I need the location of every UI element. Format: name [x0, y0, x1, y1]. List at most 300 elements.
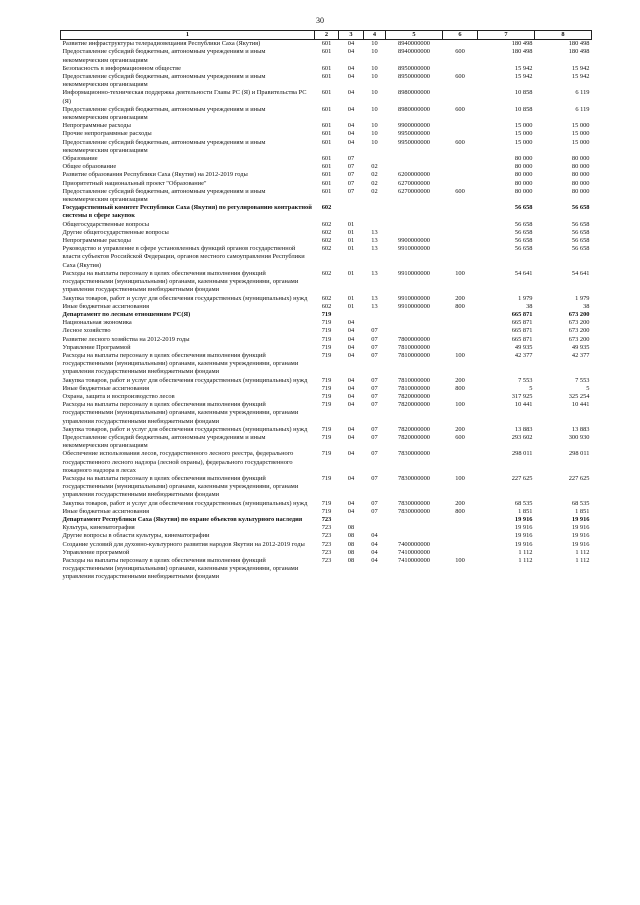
row-amount-2: 42 377: [571, 351, 590, 359]
row-name: Безопасность в информационном обществе: [62, 64, 181, 72]
row-amount-1: 38: [526, 302, 533, 310]
row-subsection: 07: [371, 499, 378, 507]
row-name: Развитие образования Республики Саха (Якутия) на 2012-2019 годы: [62, 171, 248, 179]
row-admin-code: 719: [321, 499, 332, 507]
row-amount-1: 80 000: [514, 171, 533, 179]
row-target-article: 9910000000: [398, 302, 430, 310]
row-subsection: 10: [371, 89, 378, 97]
row-admin-code: 723: [321, 548, 332, 556]
row-name: Развитие лесного хозяйства на 2012-2019 годы: [62, 335, 190, 343]
row-subsection: 07: [371, 474, 378, 482]
row-target-article: 7810000000: [398, 376, 430, 384]
header-col-4: 4: [364, 31, 386, 40]
table-row: [61, 171, 592, 179]
row-expense-type: [443, 65, 478, 73]
row-amount-1: 15 942: [514, 73, 533, 81]
table-row: [61, 516, 592, 524]
row-target-article: [386, 516, 443, 524]
row-amount-1: 1 112: [518, 557, 533, 564]
row-section: 04: [347, 376, 355, 384]
table-row: [61, 139, 592, 155]
row-section: 08: [347, 524, 355, 532]
row-target-article: [386, 221, 443, 229]
row-admin-code: 719: [321, 433, 332, 441]
row-expense-type: [443, 122, 478, 130]
row-section: 01: [347, 245, 355, 253]
row-name: Иные бюджетные ассигнования: [62, 302, 150, 310]
table-row: [61, 48, 592, 64]
row-section: 01: [347, 302, 355, 310]
row-expense-type: [443, 450, 478, 475]
row-name: Предоставление субсидий бюджетным, автономным учреждениям и иным некоммерческим организациям: [62, 433, 266, 450]
row-name: Предоставление субсидий бюджетным, автономным учреждениям и иным некоммерческим организациям: [62, 48, 266, 64]
row-subsection: 10: [371, 122, 378, 130]
row-subsection: 13: [371, 302, 378, 310]
row-admin-code: 719: [321, 474, 332, 482]
row-amount-2: 80 000: [571, 179, 590, 187]
header-col-7: 7: [478, 31, 535, 40]
row-admin-code: 719: [321, 425, 332, 433]
row-expense-type: 600: [455, 187, 465, 195]
table-row: [61, 393, 592, 401]
row-target-article: 8940000000: [398, 40, 430, 48]
row-name: Общегосударственные вопросы: [62, 220, 150, 228]
row-section: 04: [347, 474, 355, 482]
row-admin-code: 719: [321, 310, 332, 318]
row-expense-type: 100: [455, 401, 465, 409]
row-name: Расходы на выплаты персоналу в целях обеспечения выполнения функций государственными (муниципальными) органами, казенными учреждениями, органами управления государственными внебюджетными фондами: [62, 401, 299, 425]
row-section: [339, 311, 364, 319]
row-expense-type: 800: [455, 384, 465, 392]
row-admin-code: 719: [321, 450, 332, 458]
row-target-article: 7810000000: [398, 351, 430, 359]
row-section: 04: [347, 64, 355, 72]
row-admin-code: 601: [321, 105, 332, 113]
row-amount-2: 19 916: [571, 515, 590, 523]
table-row: [61, 270, 592, 295]
table-row: [61, 229, 592, 237]
row-admin-code: 601: [321, 187, 332, 195]
row-target-article: [386, 319, 443, 327]
row-amount-1: 1 112: [518, 548, 533, 556]
row-amount-1: 180 498: [511, 48, 533, 56]
row-target-article: 9950000000: [398, 138, 430, 146]
row-target-article: 9900000000: [398, 237, 430, 245]
row-target-article: 9910000000: [398, 269, 430, 277]
table-row: [61, 319, 592, 327]
table-row: [61, 532, 592, 540]
row-amount-1: 56 658: [514, 204, 533, 212]
row-section: [339, 204, 364, 220]
row-name: Закупка товаров, работ и услуг для обеспечения государственных (муниципальных) нужд: [62, 294, 308, 302]
row-amount-2: 15 000: [571, 138, 590, 146]
row-target-article: 7810000000: [398, 343, 430, 351]
row-amount-2: 56 658: [571, 204, 590, 212]
row-expense-type: 100: [455, 351, 465, 359]
row-name: Закупка товаров, работ и услуг для обеспечения государственных (муниципальных) нужд: [62, 425, 308, 433]
row-section: 04: [347, 335, 355, 343]
row-admin-code: 601: [321, 40, 332, 48]
row-name: Охрана, защита и воспроизводство лесов: [62, 392, 175, 400]
row-amount-1: 56 658: [514, 220, 533, 228]
table-row: [61, 204, 592, 220]
row-subsection: [364, 516, 386, 524]
row-amount-1: 15 000: [514, 122, 533, 130]
table-row: [61, 557, 592, 582]
row-amount-2: 180 498: [568, 48, 590, 56]
row-expense-type: 100: [455, 269, 465, 277]
row-name: Расходы на выплаты персоналу в целях обеспечения выполнения функций государственными (муниципальными) органами, казенными учреждениями, органами управления государственными внебюджетными фондами: [62, 557, 299, 581]
row-admin-code: 719: [321, 335, 332, 343]
table-row: [61, 245, 592, 270]
row-subsection: [364, 311, 386, 319]
row-subsection: 10: [371, 130, 378, 138]
row-name: Образование: [62, 155, 98, 163]
row-subsection: 02: [371, 187, 378, 195]
row-expense-type: 200: [455, 499, 465, 507]
row-name: Приоритетный национальный проект "Образование": [62, 179, 207, 187]
row-name: Управление Программой: [62, 343, 131, 351]
row-expense-type: [443, 336, 478, 344]
row-section: 07: [347, 163, 355, 171]
row-name: Обеспечение использования лесов, государственного лесного реестра, федерального государственного лесного надзора (лесной охраны), федерального государственного пожарного надзора в лесах: [62, 450, 294, 474]
row-admin-code: 719: [321, 319, 332, 327]
row-amount-1: 19 916: [514, 540, 533, 548]
table-row: [61, 434, 592, 450]
row-expense-type: [443, 319, 478, 327]
row-expense-type: [443, 549, 478, 557]
row-name: Иные бюджетные ассигнования: [62, 384, 150, 392]
row-target-article: 8980000000: [398, 105, 430, 113]
row-name: Государственный комитет Республики Саха (Якутия) по регулированию контрактной системы в сфере закупок: [62, 204, 312, 220]
row-subsection: [364, 319, 386, 327]
row-amount-2: 56 658: [571, 245, 590, 253]
row-amount-1: 42 377: [514, 351, 533, 359]
table-row: [61, 221, 592, 229]
row-admin-code: 719: [321, 384, 332, 392]
table-row: [61, 352, 592, 377]
row-expense-type: 600: [455, 433, 465, 441]
table-row: [61, 106, 592, 122]
row-admin-code: 602: [321, 228, 332, 236]
row-target-article: 7820000000: [398, 392, 430, 400]
row-amount-1: 1 979: [518, 294, 533, 302]
row-target-article: 7830000000: [398, 474, 430, 482]
row-expense-type: 200: [455, 425, 465, 433]
row-section: 08: [347, 540, 355, 548]
row-name: Предоставление субсидий бюджетным, автономным учреждениям и иным некоммерческим организациям: [62, 138, 266, 154]
row-amount-1: 19 916: [514, 532, 533, 540]
table-row: [61, 475, 592, 500]
row-amount-1: 68 535: [514, 499, 533, 507]
row-section: 08: [347, 532, 355, 540]
row-amount-1: 5: [529, 384, 533, 392]
row-expense-type: [443, 237, 478, 245]
row-amount-1: 10 858: [514, 89, 533, 97]
row-amount-1: 54 641: [514, 269, 533, 277]
row-subsection: 07: [371, 507, 378, 515]
row-subsection: 07: [371, 450, 378, 458]
row-amount-2: 15 000: [571, 130, 590, 138]
row-subsection: 07: [371, 327, 378, 335]
row-expense-type: 600: [455, 48, 465, 56]
row-subsection: 13: [371, 294, 378, 302]
row-expense-type: 800: [455, 507, 465, 515]
row-subsection: 07: [371, 425, 378, 433]
row-amount-1: 80 000: [514, 163, 533, 171]
row-expense-type: 100: [455, 557, 465, 564]
row-target-article: 7820000000: [398, 401, 430, 409]
row-amount-2: 80 000: [571, 163, 590, 171]
row-subsection: 04: [371, 540, 378, 548]
row-section: 04: [347, 499, 355, 507]
row-amount-1: 227 625: [511, 474, 533, 482]
row-section: 04: [347, 450, 355, 458]
row-amount-2: 13 883: [571, 425, 590, 433]
header-col-1: 1: [61, 31, 315, 40]
row-name: Национальная экономика: [62, 319, 132, 327]
row-name: Закупка товаров, работ и услуг для обеспечения государственных (муниципальных) нужд: [62, 499, 308, 507]
row-target-article: 7410000000: [398, 548, 430, 556]
row-amount-1: 298 011: [511, 450, 533, 458]
row-subsection: 10: [371, 40, 378, 48]
row-amount-2: 298 011: [568, 450, 590, 458]
row-amount-1: 15 000: [514, 130, 533, 138]
row-target-article: 8950000000: [398, 73, 430, 81]
row-target-article: 8980000000: [398, 89, 430, 97]
row-admin-code: 719: [321, 351, 332, 359]
row-amount-1: 19 916: [514, 524, 533, 532]
row-section: 04: [347, 40, 355, 48]
row-section: 04: [347, 327, 355, 335]
table-row: [61, 401, 592, 426]
row-subsection: [364, 524, 386, 532]
row-name: Непрограммные расходы: [62, 122, 131, 130]
table-row: [61, 508, 592, 516]
row-section: 04: [347, 73, 355, 81]
row-amount-1: 665 871: [511, 335, 533, 343]
row-amount-2: 19 916: [571, 532, 590, 540]
row-subsection: 07: [371, 384, 378, 392]
row-amount-1: 19 916: [514, 515, 533, 523]
row-amount-1: 49 935: [514, 343, 533, 351]
row-expense-type: [443, 327, 478, 335]
budget-table: [60, 30, 592, 582]
row-amount-2: 15 000: [571, 122, 590, 130]
row-target-article: 7830000000: [398, 499, 430, 507]
row-name: Расходы на выплаты персоналу в целях обеспечения выполнения функций государственными (муниципальными) органами, казенными учреждениями, органами управления государственными внебюджетными фондами: [62, 351, 299, 376]
row-amount-1: 80 000: [514, 155, 533, 163]
row-amount-2: 80 000: [571, 187, 590, 195]
table-row: [61, 327, 592, 335]
row-target-article: [386, 327, 443, 335]
row-expense-type: [443, 221, 478, 229]
row-name: Другие вопросы в области культуры, кинематографии: [62, 532, 210, 540]
row-name: Предоставление субсидий бюджетным, автономным учреждениям и иным некоммерческим организациям: [62, 73, 266, 89]
row-section: 04: [347, 507, 355, 515]
row-admin-code: 723: [321, 540, 332, 548]
row-section: [339, 516, 364, 524]
row-expense-type: 600: [455, 73, 465, 81]
row-admin-code: 723: [321, 515, 332, 523]
row-amount-2: 10 441: [571, 401, 590, 409]
table-row: [61, 524, 592, 532]
row-subsection: 04: [371, 548, 378, 556]
row-section: 04: [347, 138, 355, 146]
row-target-article: 9900000000: [398, 122, 430, 130]
row-admin-code: 723: [321, 532, 332, 540]
table-row: [61, 426, 592, 434]
row-amount-2: 1 112: [575, 548, 590, 556]
row-admin-code: 601: [321, 171, 332, 179]
row-target-article: 6200000000: [398, 171, 430, 179]
row-amount-2: 7 553: [575, 376, 590, 384]
row-expense-type: [443, 155, 478, 163]
row-section: 01: [347, 220, 355, 228]
row-amount-2: 56 658: [571, 228, 590, 236]
row-subsection: 10: [371, 105, 378, 113]
row-target-article: 7830000000: [398, 450, 430, 458]
row-subsection: 13: [371, 269, 378, 277]
row-section: 04: [347, 401, 355, 409]
row-admin-code: 602: [321, 269, 332, 277]
row-name: Руководство и управление в сфере установленных функций органов государственной власти субъектов Российской Федерации, органов местного самоуправления Республики Саха (Якутия): [62, 245, 305, 269]
row-admin-code: 601: [321, 138, 332, 146]
row-amount-1: 293 602: [511, 433, 533, 441]
row-admin-code: 602: [321, 294, 332, 302]
row-amount-2: 673 200: [568, 327, 590, 335]
row-section: 07: [347, 187, 355, 195]
table-row: [61, 73, 592, 89]
table-row: [61, 122, 592, 130]
row-amount-1: 665 871: [511, 327, 533, 335]
row-expense-type: [443, 393, 478, 401]
row-expense-type: [443, 204, 478, 220]
row-subsection: 04: [371, 532, 378, 540]
row-target-article: [386, 229, 443, 237]
row-amount-2: 19 916: [571, 540, 590, 548]
table-row: [61, 549, 592, 557]
row-admin-code: 723: [321, 524, 332, 532]
row-name: Создание условий для духовно-культурного развития народов Якутии на 2012-2019 годы: [62, 540, 305, 548]
row-admin-code: 601: [321, 122, 332, 130]
table-row: [61, 500, 592, 508]
row-expense-type: 200: [455, 294, 465, 302]
row-target-article: [386, 163, 443, 171]
row-amount-1: 56 658: [514, 237, 533, 245]
row-admin-code: 601: [321, 89, 332, 97]
table-row: [61, 336, 592, 344]
row-amount-2: 68 535: [571, 499, 590, 507]
row-amount-2: 227 625: [568, 474, 590, 482]
row-subsection: 07: [371, 343, 378, 351]
row-admin-code: 602: [321, 302, 332, 310]
table-row: [61, 377, 592, 385]
row-amount-2: 15 942: [571, 64, 590, 72]
header-col-5: 5: [386, 31, 443, 40]
row-subsection: 10: [371, 73, 378, 81]
row-amount-2: 1 979: [575, 294, 590, 302]
row-target-article: [386, 532, 443, 540]
row-admin-code: 719: [321, 343, 332, 351]
row-target-article: 7800000000: [398, 335, 430, 343]
row-subsection: 10: [371, 64, 378, 72]
row-amount-2: 19 916: [571, 524, 590, 532]
table-row: [61, 311, 592, 319]
row-expense-type: [443, 229, 478, 237]
row-target-article: 6270000000: [398, 179, 430, 187]
row-amount-2: 5: [586, 384, 590, 392]
row-amount-2: 80 000: [571, 155, 590, 163]
row-section: 04: [347, 392, 355, 400]
row-subsection: 10: [371, 138, 378, 146]
row-expense-type: [443, 524, 478, 532]
row-section: 04: [347, 343, 355, 351]
row-amount-1: 10 858: [514, 105, 533, 113]
header-col-2: 2: [315, 31, 339, 40]
row-target-article: 6270000000: [398, 187, 430, 195]
table-row: [61, 450, 592, 475]
row-admin-code: 601: [321, 179, 332, 187]
table-row: [61, 295, 592, 303]
row-expense-type: 100: [455, 474, 465, 482]
row-target-article: 9910000000: [398, 294, 430, 302]
row-admin-code: 719: [321, 376, 332, 384]
row-expense-type: [443, 541, 478, 549]
row-subsection: 13: [371, 245, 378, 253]
row-amount-1: 665 871: [511, 310, 533, 318]
row-name: Предоставление субсидий бюджетным, автономным учреждениям и иным некоммерческим организациям: [62, 187, 266, 204]
row-name: Общее образование: [62, 163, 117, 171]
row-amount-1: 317 925: [511, 392, 533, 400]
row-amount-2: 673 200: [568, 310, 590, 318]
row-amount-2: 1 851: [575, 507, 590, 515]
row-name: Развитие инфраструктуры телерадиовещания Республики Саха (Якутия): [62, 40, 261, 48]
row-amount-1: 56 658: [514, 245, 533, 253]
row-section: 04: [347, 48, 355, 56]
table-row: [61, 89, 592, 105]
table-row: [61, 541, 592, 549]
row-section: 04: [347, 384, 355, 392]
row-target-article: 7410000000: [398, 557, 430, 564]
row-amount-1: 80 000: [514, 187, 533, 195]
row-amount-2: 6 119: [575, 89, 590, 97]
row-amount-2: 54 641: [571, 269, 590, 277]
row-expense-type: 600: [455, 105, 465, 113]
row-amount-2: 6 119: [575, 105, 590, 113]
row-subsection: 02: [371, 179, 378, 187]
row-amount-1: 80 000: [514, 179, 533, 187]
row-admin-code: 601: [321, 73, 332, 81]
row-subsection: 04: [371, 557, 378, 564]
row-section: 04: [347, 89, 355, 97]
row-name: Управление программой: [62, 548, 130, 556]
row-admin-code: 719: [321, 327, 332, 335]
table-row: [61, 188, 592, 204]
row-target-article: 7830000000: [398, 507, 430, 515]
row-amount-2: 673 200: [568, 335, 590, 343]
row-name: Прочие непрограммные расходы: [62, 130, 152, 138]
row-subsection: 07: [371, 433, 378, 441]
row-target-article: 8950000000: [398, 64, 430, 72]
row-section: 04: [347, 319, 355, 327]
row-section: 04: [347, 433, 355, 441]
row-amount-2: 15 942: [571, 73, 590, 81]
row-amount-2: 56 658: [571, 220, 590, 228]
row-amount-1: 15 000: [514, 138, 533, 146]
table-row: [61, 163, 592, 171]
header-row: [61, 31, 592, 40]
